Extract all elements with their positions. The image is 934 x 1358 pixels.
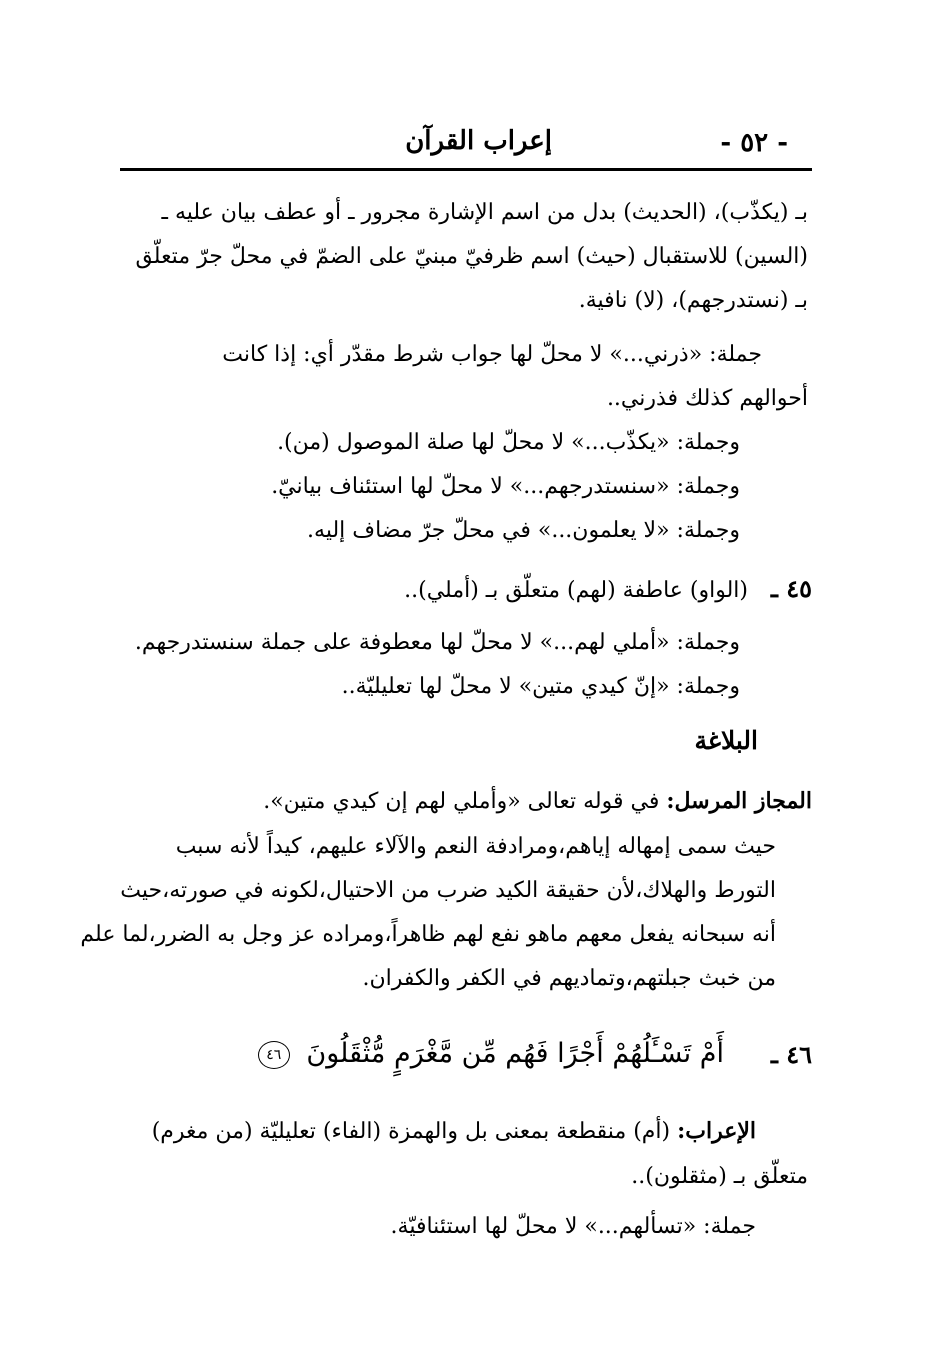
page-header [120, 124, 812, 172]
text-line: وجملة: «لا يعلمون...» في محلّ جرّ مضاف إليه. [307, 518, 740, 543]
verse-text: أَمْ تَسْـَٔلُهُمْ أَجْرًا فَهُم مِّن مَّغْرَمٍ مُّثْقَلُونَ [306, 1038, 724, 1069]
text-line: وجملة: «إنّ كيدي متين» لا محلّ لها تعليليّة.. [341, 674, 740, 699]
text-line: (السين) للاستقبال (حيث) اسم ظرفيّ مبنيّ على الضمّ في محلّ جرّ متعلّق [135, 244, 808, 269]
text-line: جملة: «ذرني...» لا محلّ لها جواب شرط مقدّر أي: إذا كانت [222, 342, 762, 367]
text-line: متعلّق بـ (مثقلون).. [631, 1164, 808, 1189]
book-title: إعراب القرآن [405, 126, 552, 156]
irab-term: الإعراب: [677, 1118, 756, 1144]
section-heading-balagha: البلاغة [694, 726, 758, 755]
text-line: (الواو) عاطفة (لهم) متعلّق بـ (أملي).. [404, 578, 748, 603]
text-line: من خبث جبلتهم،وتماديهم في الكفر والكفران. [362, 966, 776, 991]
ayah-end-marker: ٤٦ [258, 1041, 290, 1069]
text-line: أنه سبحانه يفعل معهم ماهو نفع لهم ظاهراً،ومراده عز وجل به الضرر،لما علم [80, 922, 776, 947]
text-line: وجملة: «يكذّب...» لا محلّ لها صلة الموصول (من). [277, 430, 740, 455]
balagha-term: المجاز المرسل: [666, 788, 812, 814]
balagha-intro [263, 786, 812, 817]
text-line: التورط والهلاك،لأن حقيقة الكيد ضرب من الاحتيال،لكونه في صورته،حيث [120, 878, 776, 903]
header-rule [120, 168, 812, 171]
text-line: بـ (يكذّب)، (الحديث) بدل من اسم الإشارة مجرور ـ أو عطف بيان عليه ـ [161, 200, 808, 225]
irab-text: (أم) منقطعة بمعنى بل والهمزة (الفاء) تعليليّة (من مغرم) [151, 1119, 671, 1144]
balagha-intro-text: في قوله تعالى «وأملي لهم إن كيدي متين». [263, 789, 660, 814]
verse-number-45: ٤٥ ـ [770, 574, 812, 603]
quran-verse-46 [258, 1032, 724, 1076]
text-line: جملة: «تسألهم...» لا محلّ لها استئنافيّة. [390, 1214, 756, 1239]
verse-number-46: ٤٦ ـ [770, 1040, 812, 1069]
text-line: أحوالهم كذلك فذرني.. [606, 386, 808, 411]
text-line: حيث سمى إمهاله إياهم،ومرادفة النعم والآلاء عليهم، كيداً لأنه سبب [175, 834, 776, 859]
irab-line-1 [152, 1116, 756, 1147]
text-line: بـ (نستدرجهم)، (لا) نافية. [578, 288, 808, 313]
text-line: وجملة: «سنستدرجهم...» لا محلّ لها استئناف بيانيّ. [271, 474, 740, 499]
page-number: - ٥٢ - [720, 128, 788, 158]
text-line: وجملة: «أملي لهم...» لا محلّ لها معطوفة على جملة سنستدرجهم. [134, 630, 740, 655]
